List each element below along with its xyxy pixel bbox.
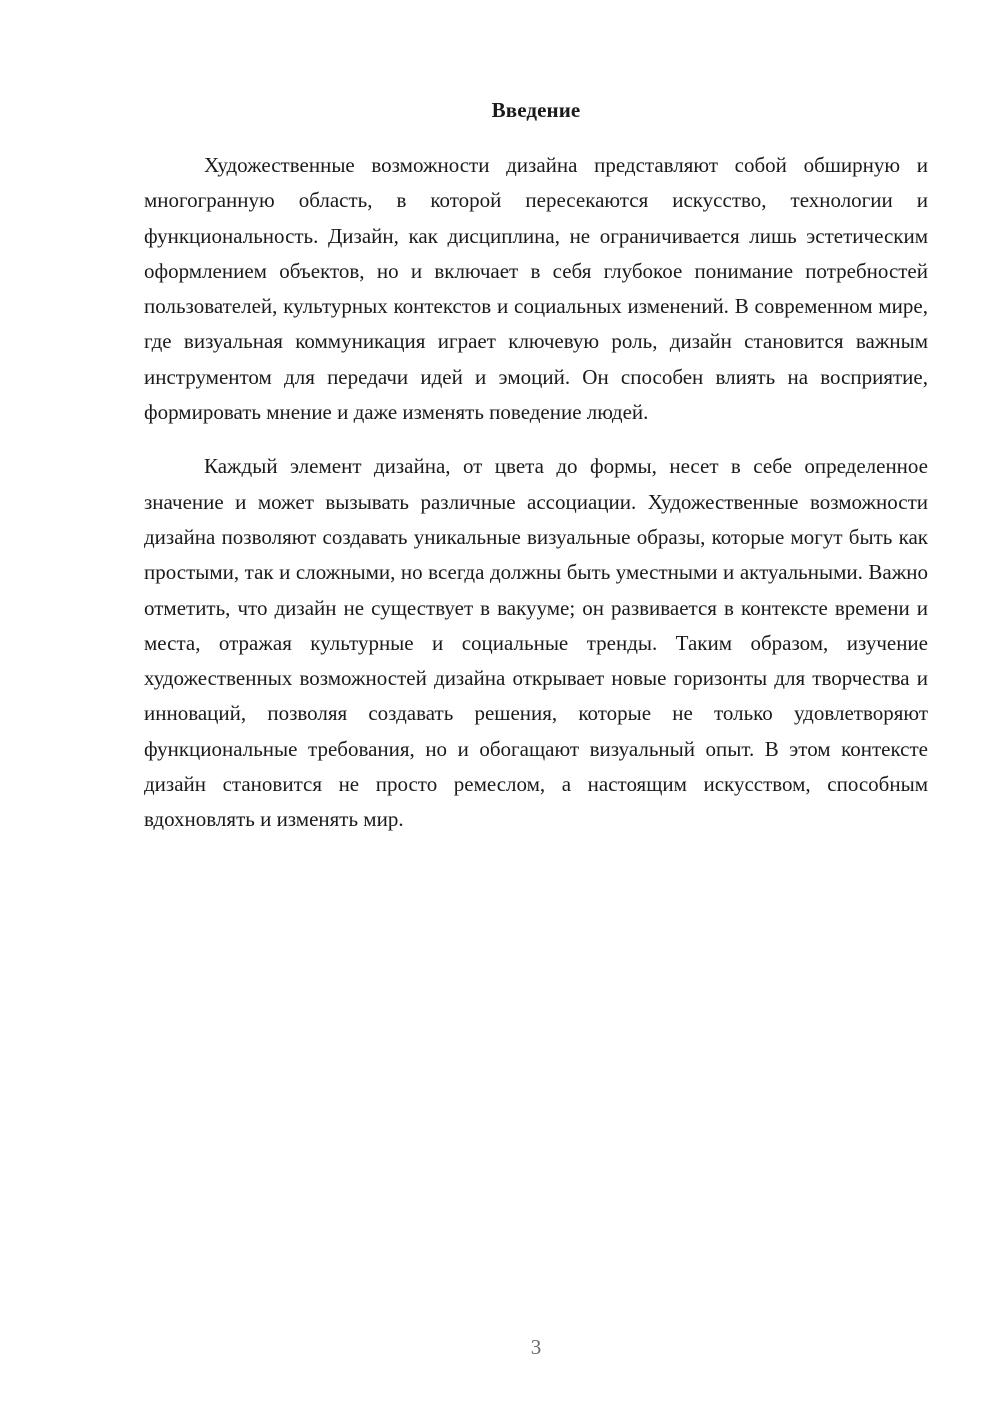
paragraph-2: Каждый элемент дизайна, от цвета до формы, несет в себе определенное значение и может вызывать различные ассоциации. Художественные возможности дизайна позволяют создавать уникальные визуальные образы, которые могут быть как простыми, так и сложными, но всегда должны быть уместными и актуальными. Важно отметить, что дизайн не существует в вакууме; он развивается в контексте времени и места, отражая культурные и социальные тренды. Таким образом, изучение художественных возможностей дизайна открывает новые горизонты для творчества и инноваций, позволяя создавать решения, которые не только удовлетворяют функциональные требования, но и обогащают визуальный опыт. В этом контексте дизайн становится не просто ремеслом, а настоящим искусством, способным вдохновлять и изменять мир. <box>144 454 928 832</box>
section-heading: Введение <box>491 98 581 122</box>
page-number: 3 <box>530 1335 542 1359</box>
paragraph-1: Художественные возможности дизайна представляют собой обширную и многогранную область, в которой пересекаются искусство, технологии и функциональность. Дизайн, как дисциплина, не ограничивается лишь эстетическим оформлением объектов, но и включает в себя глубокое понимание потребностей пользователей, культурных контекстов и социальных изменений. В современном мире, где визуальная коммуникация играет ключевую роль, дизайн становится важным инструментом для передачи идей и эмоций. Он способен влиять на восприятие, формировать мнение и даже изменять поведение людей. <box>144 153 928 425</box>
page-content <box>144 96 928 838</box>
